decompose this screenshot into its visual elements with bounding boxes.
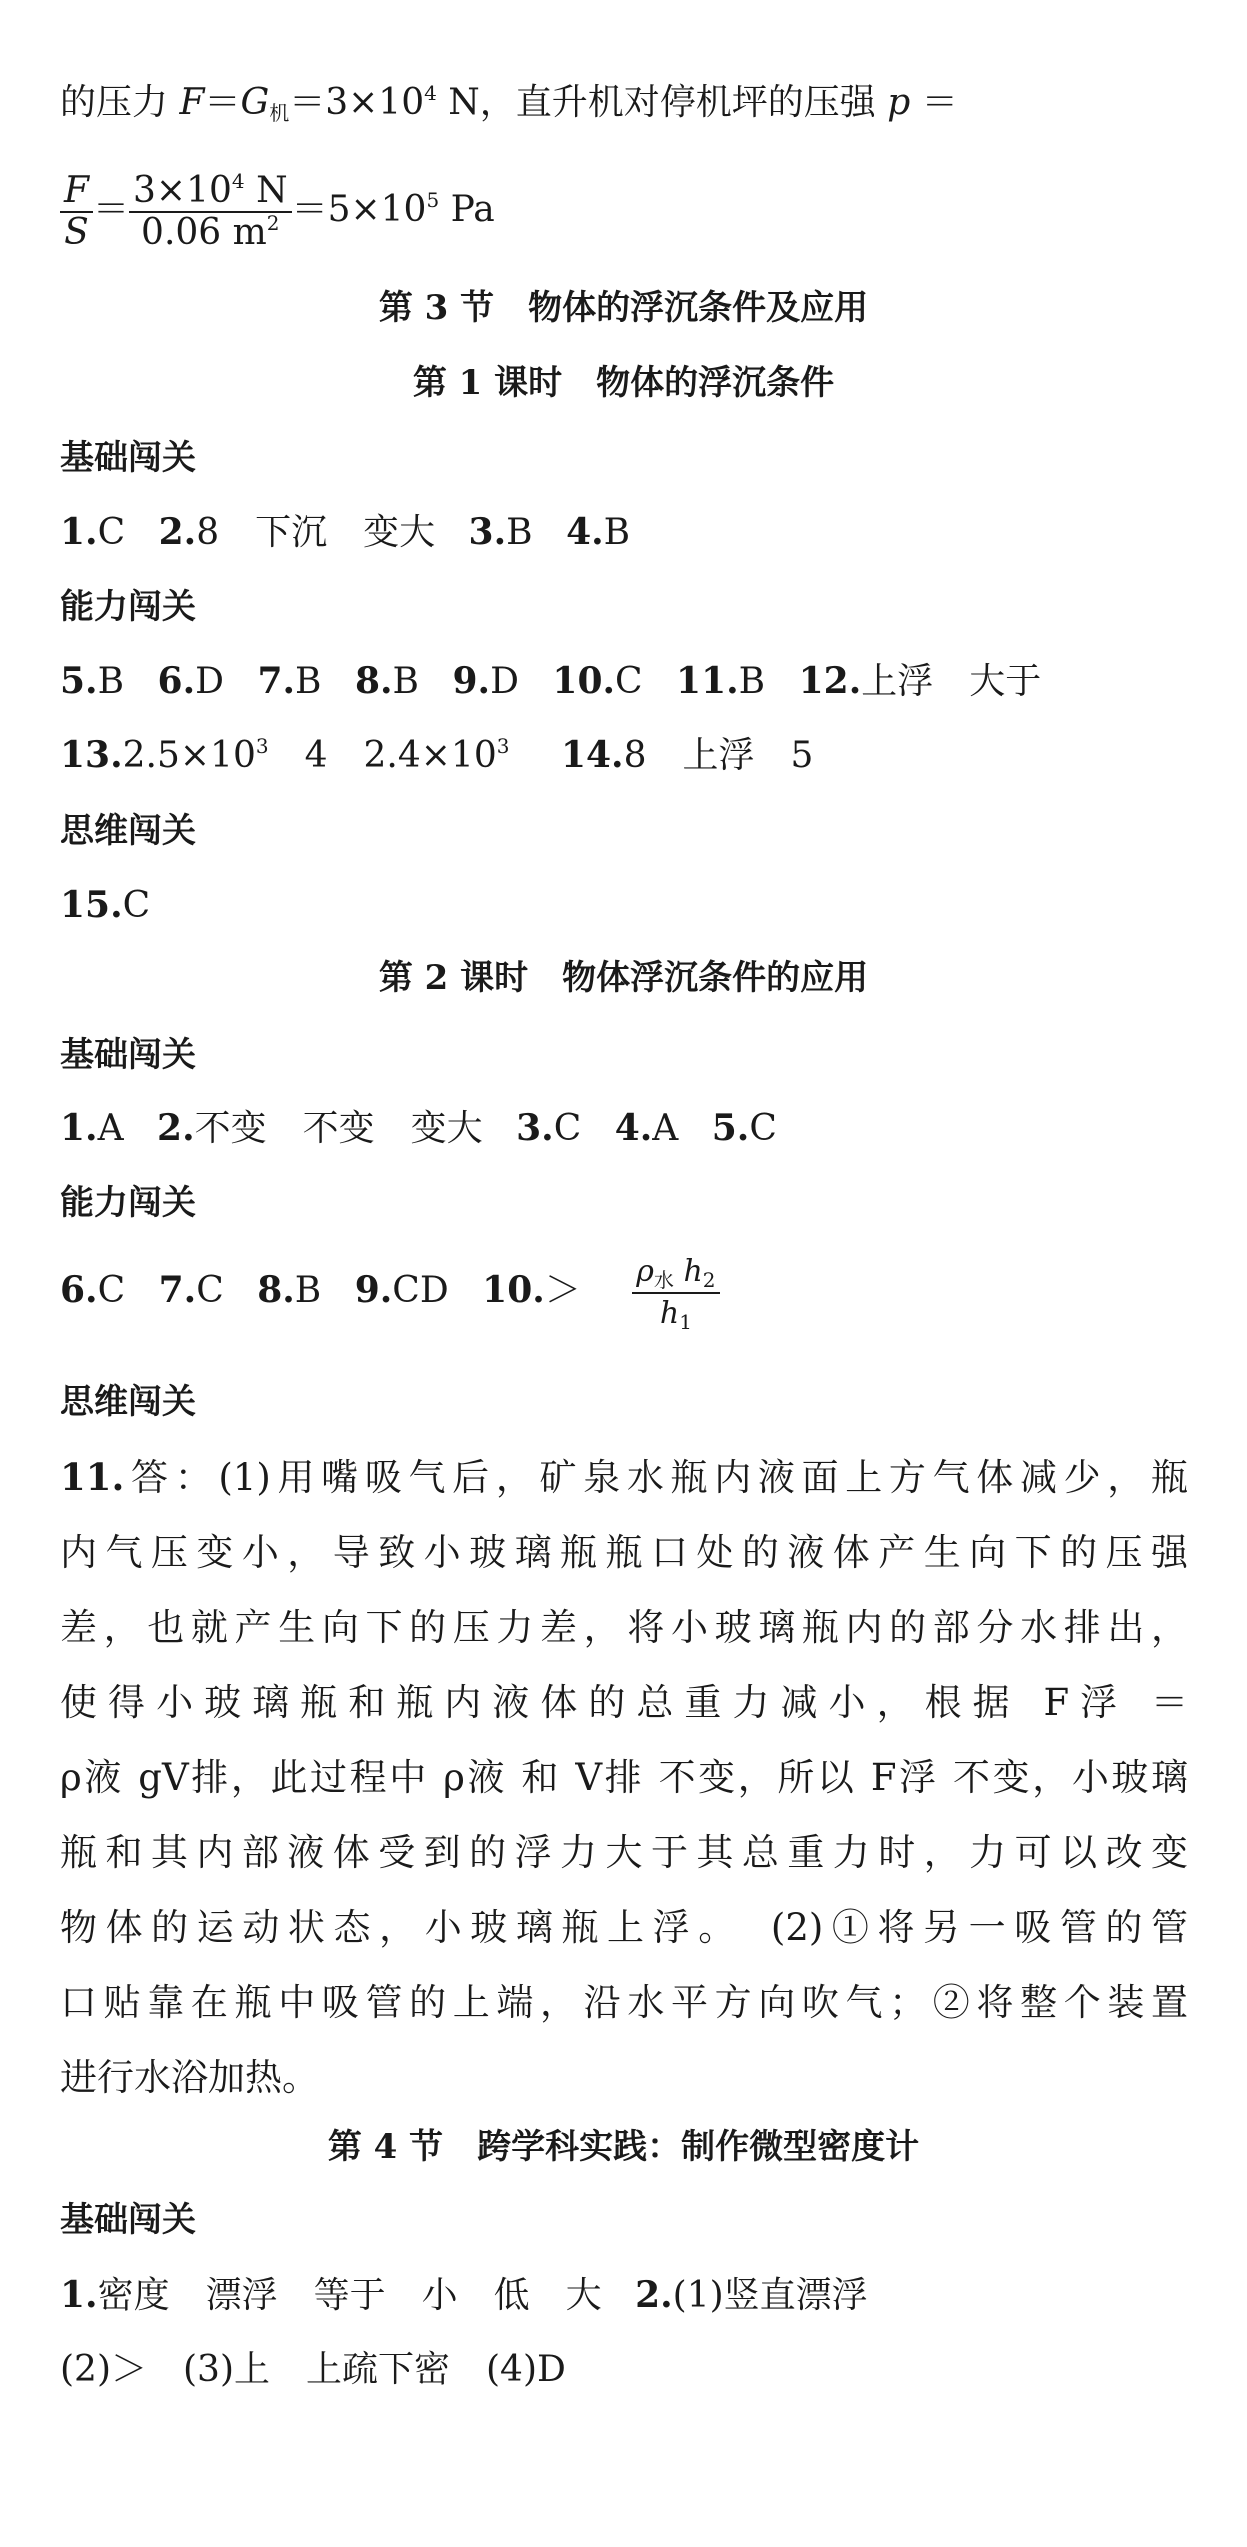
text: 答：(1)用嘴吸气后，矿泉水瓶内液面上方气体减少，瓶 xyxy=(124,1456,1188,1499)
lesson-title: 第 1 课时 物体的浮沉条件 xyxy=(412,363,835,403)
var-h: h xyxy=(659,1296,680,1331)
denominator xyxy=(129,213,292,253)
answer: C xyxy=(615,661,643,702)
question-number: 9. xyxy=(354,1269,393,1311)
answer: B xyxy=(97,661,125,702)
exponent: 3 xyxy=(255,734,269,758)
answer: B xyxy=(295,661,322,702)
text: Pa xyxy=(439,189,495,230)
paragraph-line: 口贴靠在瓶中吸管的上端，沿水平方向吹气；②将整个装置 xyxy=(60,1981,1188,2024)
answer: C xyxy=(97,1270,126,1311)
question-number: 7. xyxy=(257,660,296,702)
subscript: 1 xyxy=(679,1310,692,1334)
paragraph-line xyxy=(60,1440,1188,1515)
exponent: 4 xyxy=(424,81,437,105)
pressure-line xyxy=(60,78,1187,128)
paragraph-line: 差，也就产生向下的压力差，将小玻璃瓶内的部分水排出， xyxy=(60,1606,1188,1649)
answer: 2.5×10 xyxy=(122,735,256,776)
answer: 上浮 大于 xyxy=(861,661,1042,702)
question-number: 13. xyxy=(60,734,123,776)
answer: D xyxy=(490,661,519,702)
question-number: 1. xyxy=(60,1107,98,1149)
denominator xyxy=(632,1294,719,1334)
paragraph-line: 进行水浴加热。 xyxy=(60,2056,319,2099)
answers-line xyxy=(60,1103,1187,1154)
paragraph-line: 瓶和其内部液体受到的浮力大于其总重力时，力可以改变 xyxy=(60,1831,1188,1874)
question-number: 8. xyxy=(354,660,393,702)
answer: (1)竖直漂浮 xyxy=(672,2275,868,2316)
question-number: 1. xyxy=(60,2274,98,2316)
question-number: 7. xyxy=(158,1269,197,1311)
answer: D xyxy=(195,661,224,702)
answers-line xyxy=(60,2270,1187,2321)
subscript: 机 xyxy=(269,101,290,125)
answers-line xyxy=(60,656,1187,707)
answer: 密度 漂浮 等于 小 低 大 xyxy=(97,2275,602,2316)
lesson-title: 第 2 课时 物体浮沉条件的应用 xyxy=(378,958,869,998)
exponent: 5 xyxy=(426,188,440,212)
question-number: 10. xyxy=(552,660,616,702)
text: ＝ xyxy=(204,82,241,123)
answer: 8 上浮 5 xyxy=(623,735,814,776)
answers-line xyxy=(60,880,1187,931)
answer: C xyxy=(122,885,151,926)
section-heading-basic: 基础闯关 xyxy=(60,2200,196,2240)
answers-line xyxy=(60,507,1187,558)
section-heading-thinking: 思维闯关 xyxy=(60,811,196,851)
answer: C xyxy=(749,1108,777,1149)
answer: A xyxy=(97,1108,124,1149)
answer: 不变 不变 变大 xyxy=(194,1108,483,1149)
section-heading-ability: 能力闯关 xyxy=(60,1183,196,1223)
text: ＝3×10 xyxy=(289,82,425,123)
question-number: 6. xyxy=(157,660,196,702)
question-number: 5. xyxy=(60,660,98,702)
answer: A xyxy=(652,1108,679,1149)
question-number: 3. xyxy=(516,1107,554,1149)
paragraph-line: ρ液 gV排，此过程中 ρ液 和 V排 不变，所以 F浮 不变，小玻璃 xyxy=(60,1756,1188,1799)
answer: B xyxy=(603,512,631,553)
question-number: 11. xyxy=(676,660,739,702)
text: 的压力 xyxy=(60,82,180,123)
answer: ＞ xyxy=(544,1270,581,1311)
text: N，直升机对停机坪的压强 xyxy=(436,82,888,123)
answers-line: (2)＞ (3)上 上疏下密 (4)D xyxy=(60,2349,566,2390)
exponent: 2 xyxy=(266,211,280,235)
section-heading-basic: 基础闯关 xyxy=(60,1035,196,1075)
question-number: 2. xyxy=(157,1107,195,1149)
fraction-rho-h2-over-h1 xyxy=(632,1252,719,1334)
question-number: 1. xyxy=(60,511,98,553)
answer: C xyxy=(97,512,126,553)
var-h: h xyxy=(683,1254,703,1289)
section-heading-thinking: 思维闯关 xyxy=(60,1382,196,1422)
question-number: 15. xyxy=(60,884,123,926)
question-number: 10. xyxy=(482,1269,545,1311)
section-heading-basic: 基础闯关 xyxy=(60,438,196,478)
numerator: F xyxy=(60,171,93,213)
subscript: 2 xyxy=(702,1268,716,1292)
numerator xyxy=(129,171,292,213)
text: ＝ xyxy=(910,82,958,123)
answer: C xyxy=(196,1270,224,1311)
paragraph-line: 使得小玻璃瓶和瓶内液体的总重力减小，根据 F浮 ＝ xyxy=(60,1681,1188,1724)
section-title: 第 3 节 物体的浮沉条件及应用 xyxy=(378,288,869,328)
var-F: F xyxy=(179,82,205,123)
var-G: G xyxy=(240,82,270,123)
question-number: 3. xyxy=(468,511,507,553)
question-number: 8. xyxy=(257,1269,295,1311)
question-number: 2. xyxy=(158,511,197,553)
text: ＝5×10 xyxy=(291,189,427,230)
subscript: 水 xyxy=(653,1268,674,1292)
fraction-F-over-S xyxy=(60,171,93,253)
question-number: 9. xyxy=(452,660,491,702)
question-number: 2. xyxy=(635,2274,673,2316)
answer: B xyxy=(738,661,766,702)
paragraph-line: 内气压变小，导致小玻璃瓶瓶口处的液体产生向下的压强 xyxy=(60,1531,1188,1574)
answer: B xyxy=(294,1270,322,1311)
answers-line xyxy=(60,730,1187,781)
question-number: 14. xyxy=(560,734,624,776)
text: N xyxy=(244,170,288,211)
var-p: p xyxy=(887,82,911,123)
question-number: 12. xyxy=(798,660,862,702)
var-rho: ρ xyxy=(636,1254,654,1289)
question-number: 11. xyxy=(60,1455,125,1499)
text: 3×10 xyxy=(133,170,232,211)
numerator xyxy=(632,1252,719,1294)
exponent: 3 xyxy=(496,734,510,758)
section-title: 第 4 节 跨学科实践：制作微型密度计 xyxy=(327,2127,920,2167)
question-number: 5. xyxy=(711,1107,750,1149)
section-heading-ability: 能力闯关 xyxy=(60,587,196,627)
question-number: 6. xyxy=(60,1269,98,1311)
text: 0.06 m xyxy=(141,212,267,253)
answer: 8 下沉 变大 xyxy=(196,512,436,553)
question-number: 4. xyxy=(614,1107,653,1149)
answer: C xyxy=(553,1108,582,1149)
answer: B xyxy=(392,661,420,702)
answer: B xyxy=(506,512,533,553)
answer: 4 2.4×10 xyxy=(268,735,497,776)
exponent: 4 xyxy=(231,169,245,193)
question-number: 4. xyxy=(566,511,604,553)
answers-line xyxy=(60,1250,1187,1334)
paragraph-line: 物体的运动状态，小玻璃瓶上浮。 (2)①将另一吸管的管 xyxy=(60,1906,1188,1949)
equals: ＝ xyxy=(92,189,129,230)
fraction-line xyxy=(60,165,1187,255)
denominator: S xyxy=(64,212,89,253)
fraction-values xyxy=(129,171,292,253)
answer: CD xyxy=(392,1270,449,1311)
